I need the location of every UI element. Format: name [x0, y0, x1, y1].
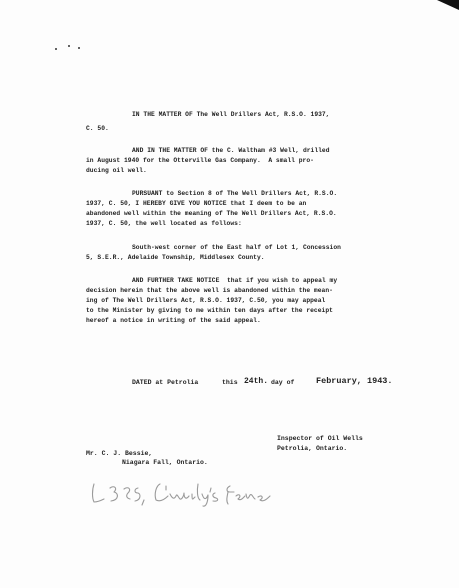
paragraph-line: AND FURTHER TAKE NOTICE that if you wish to appeal my [132, 277, 338, 284]
dated-this: this [222, 379, 238, 386]
addressee-name: Mr. C. J. Bessie, [86, 450, 153, 457]
dated-dayof: day of [271, 379, 295, 386]
dated-label: DATED at Petrolia [132, 379, 199, 386]
paragraph-line: hereof a notice in writing of the said appeal. [86, 317, 261, 324]
heading-line: IN THE MATTER OF The Well Drillers Act, R.S.O. 1937, [132, 111, 330, 118]
signature-place: Petrolia, Ontario. [277, 445, 348, 452]
page-speck [68, 45, 70, 47]
signature-title: Inspector of Oil Wells [277, 435, 363, 442]
paragraph-line: decision herein that the above well is abandoned within the mean- [86, 287, 333, 294]
location-line: South-west corner of the East half of Lot 1, Concession [132, 244, 341, 251]
location-line: 5, S.E.R., Adelaide Township, Middlesex County. [86, 254, 265, 261]
paragraph-line: abandoned well within the meaning of The Well Drillers Act, R.S.O. [86, 210, 337, 217]
page-speck [55, 48, 57, 50]
heading-line: C. 50. [86, 125, 109, 132]
paragraph-line: AND IN THE MATTER OF the C. Waltham #3 Well, drilled [132, 147, 330, 154]
paragraph-line: PURSUANT to Section 8 of The Well Drillers Act, R.S.O. [132, 190, 338, 197]
paragraph-line: in August 1940 for the Otterville Gas Company. A small pro- [86, 157, 314, 164]
paragraph-line: 1937, C. 50, the well located as follows: [86, 220, 242, 227]
addressee-location: Niagara Fall, Ontario. [122, 459, 208, 466]
handwritten-note-text [88, 482, 100, 483]
paragraph-line: ing of The Well Drillers Act, R.S.O. 1937, C.50, you may appeal [86, 297, 326, 304]
page-speck [78, 47, 80, 49]
dated-month-year: February, 1943. [316, 376, 393, 386]
handwritten-note [88, 480, 288, 508]
dated-day: 24th. [244, 377, 269, 386]
paragraph-line: 1937, C. 50, I HEREBY GIVE YOU NOTICE that I deem to be an [86, 200, 307, 207]
paragraph-line: ducing oil well. [86, 167, 147, 174]
page-corner-mark [437, 0, 459, 10]
paragraph-line: to the Minister by giving to me within ten days after the receipt [86, 307, 333, 314]
